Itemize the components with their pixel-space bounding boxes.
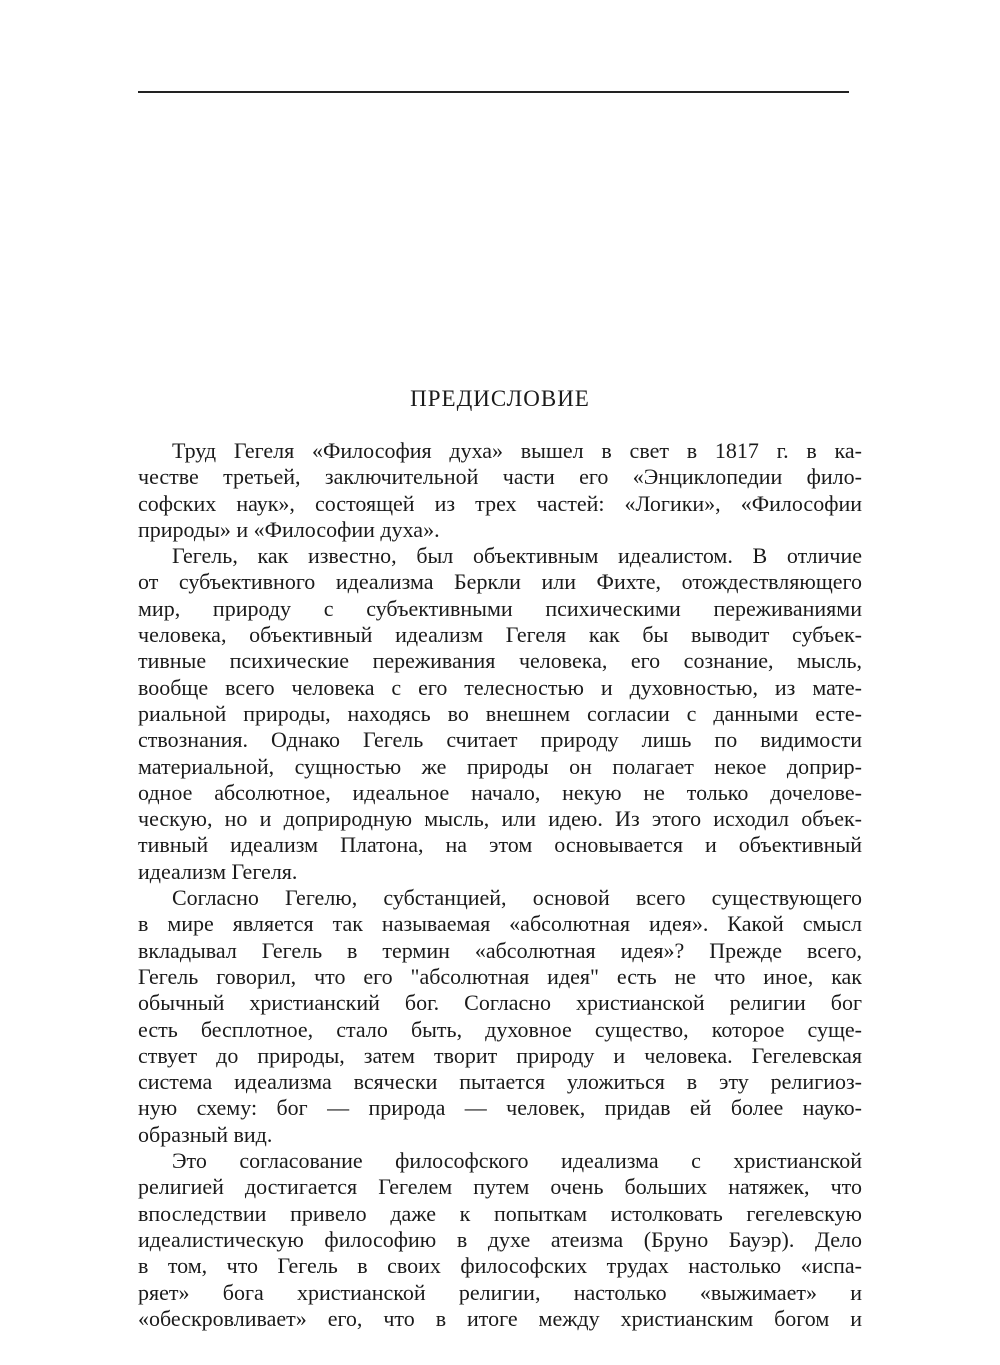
text-line: честве третьей, заключительной части его «Энциклопедии фило- <box>138 464 862 490</box>
text-line: материальной, сущностью же природы он полагает некое доприр- <box>138 753 862 779</box>
text-line: впоследствии привело даже к попыткам истолковать гегелевскую <box>138 1200 862 1226</box>
paragraph <box>138 543 862 885</box>
text-line: Согласно Гегелю, субстанцией, основой всего существующего <box>172 885 862 911</box>
text-line: ствознания. Однако Гегель считает природу лишь по видимости <box>138 727 862 753</box>
text-line: Труд Гегеля «Философия духа» вышел в свет в 1817 г. в ка- <box>172 438 862 463</box>
text-line: Гегель, как известно, был объективным идеалистом. В отличие <box>172 543 862 569</box>
text-line: в мире является так называемая «абсолютная идея». Какой смысл <box>138 911 862 937</box>
text-line: идеалистическую философию в духе атеизма (Бруно Бауэр). Дело <box>138 1226 862 1252</box>
text-line: ную схему: бог — природа — человек, придав ей более науко- <box>138 1095 862 1121</box>
text-line: религией достигается Гегелем путем очень больших натяжек, что <box>138 1174 862 1200</box>
text-line: тивный идеализм Платона, на этом основывается и объективный <box>138 832 862 858</box>
text-line: образный вид. <box>138 1121 273 1147</box>
text-line: есть бесплотное, стало быть, духовное существо, которое суще- <box>138 1016 862 1042</box>
top-rule <box>138 91 849 93</box>
text-line: идеализм Гегеля. <box>138 858 298 884</box>
paragraph <box>138 1148 862 1332</box>
text-line: вкладывал Гегель в термин «абсолютная идея»? Прежде всего, <box>138 937 862 963</box>
text-line: ческую, но и доприродную мысль, или идею. Из этого исходил объек- <box>138 806 862 832</box>
text-line: человека, объективный идеализм Гегеля как бы выводит субъек- <box>138 622 862 648</box>
text-line: одное абсолютное, идеальное начало, некую не только дочелове- <box>138 779 862 805</box>
text-line: ствует до природы, затем творит природу и человека. Гегелевская <box>138 1042 862 1068</box>
text-line: Это согласование философского идеализма с христианской <box>172 1148 862 1174</box>
text-line: тивные психические переживания человека, его сознание, мысль, <box>138 648 862 674</box>
text-line: софских наук», состоящей из трех частей: «Логики», «Философии <box>138 490 862 516</box>
text-line: мир, природу с субъективными психическими переживаниями <box>138 595 862 621</box>
text-line: обычный христианский бог. Согласно христианской религии бог <box>138 990 862 1016</box>
paragraph <box>138 885 862 1148</box>
text-line: вообще всего человека с его телесностью и духовностью, из мате- <box>138 674 862 700</box>
text-line: природы» и «Философии духа». <box>138 516 440 542</box>
text-line: ряет» бога христианской религии, настолько «выжимает» и <box>138 1279 862 1305</box>
text-line: риальной природы, находясь во внешнем согласии с данными есте- <box>138 700 862 726</box>
text-line: в том, что Гегель в своих философских трудах настолько «испа- <box>138 1253 862 1279</box>
text-line: Гегель говорил, что его "абсолютная идея" есть не что иное, как <box>138 963 862 989</box>
text-line: «обескровливает» его, что в итоге между христианским богом и <box>138 1305 862 1331</box>
body-text <box>138 438 862 1332</box>
paragraph <box>138 438 862 543</box>
page-title: ПРЕДИСЛОВИЕ <box>410 386 590 411</box>
text-line: от субъективного идеализма Беркли или Фихте, отождествляющего <box>138 569 862 595</box>
text-line: система идеализма всячески пытается уложиться в эту религиоз- <box>138 1069 862 1095</box>
